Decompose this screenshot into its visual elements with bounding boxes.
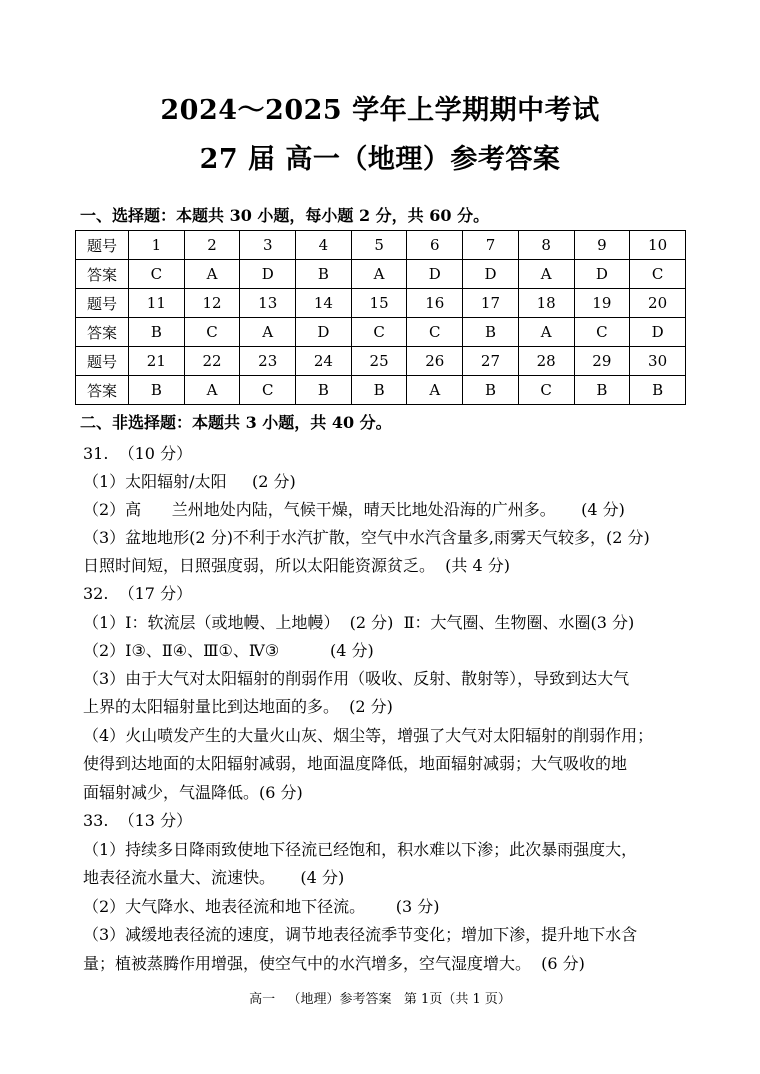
answer-cell: A <box>184 376 240 405</box>
q33-heading: 33. （13 分） <box>83 811 193 830</box>
row-label-answer: 答案 <box>76 318 129 347</box>
question-number: 4 <box>296 231 352 260</box>
answer-cell: D <box>630 318 686 347</box>
answer-cell: C <box>574 318 630 347</box>
answer-cell: C <box>351 318 407 347</box>
answer-cell: C <box>407 318 463 347</box>
question-number: 23 <box>240 347 296 376</box>
question-number: 7 <box>463 231 519 260</box>
question-number: 20 <box>630 289 686 318</box>
q32-part4-cont: 使得到达地面的太阳辐射减弱，地面温度降低，地面辐射减弱；大气吸收的地 <box>83 754 628 773</box>
question-number: 2 <box>184 231 240 260</box>
q31-part2: （2）高 兰州地处内陆，气候干燥，晴天比地处沿海的广州多。 (4 分) <box>83 500 625 519</box>
question-number: 8 <box>518 231 574 260</box>
question-number: 6 <box>407 231 463 260</box>
answer-cell: A <box>240 318 296 347</box>
answer-cell: A <box>407 376 463 405</box>
answer-cell: C <box>240 376 296 405</box>
row-label-question: 题号 <box>76 347 129 376</box>
q32-part1: （1）Ⅰ：软流层（或地幔、上地幔） (2 分) Ⅱ：大气圈、生物圈、水圈(3 分) <box>83 613 635 632</box>
question-number: 26 <box>407 347 463 376</box>
question-number-row <box>76 347 686 376</box>
question-number: 5 <box>351 231 407 260</box>
answer-cell: A <box>518 318 574 347</box>
question-number-row <box>76 289 686 318</box>
answer-row <box>76 260 686 289</box>
answer-row <box>76 376 686 405</box>
answer-cell: B <box>296 376 352 405</box>
row-label-question: 题号 <box>76 231 129 260</box>
question-number: 29 <box>574 347 630 376</box>
answer-cell: A <box>351 260 407 289</box>
answer-cell: A <box>518 260 574 289</box>
question-number: 11 <box>129 289 185 318</box>
answer-cell: D <box>240 260 296 289</box>
q32-part2: （2）Ⅰ③、Ⅱ④、Ⅲ①、Ⅳ③ (4 分) <box>83 641 374 660</box>
answer-cell: B <box>129 318 185 347</box>
q31-part1: （1）太阳辐射/太阳 (2 分) <box>83 472 296 491</box>
question-number: 24 <box>296 347 352 376</box>
answer-row <box>76 318 686 347</box>
answer-key-title: 27 届 高一（地理）参考答案 <box>199 144 561 175</box>
q31-part3: （3）盆地地形(2 分)不利于水汽扩散，空气中水汽含量多,雨雾天气较多，(2 分) <box>83 528 650 547</box>
answer-cell: B <box>463 376 519 405</box>
q33-part2: （2）大气降水、地表径流和地下径流。 (3 分) <box>83 897 440 916</box>
q33-part1-cont: 地表径流水量大、流速快。 (4 分) <box>83 868 345 887</box>
exam-title: 2024～2025 学年上学期期中考试 <box>160 95 600 126</box>
question-number: 10 <box>630 231 686 260</box>
question-number: 18 <box>518 289 574 318</box>
q31-heading: 31. （10 分） <box>83 444 193 463</box>
question-number: 9 <box>574 231 630 260</box>
answer-table <box>75 230 686 405</box>
answer-cell: B <box>630 376 686 405</box>
q33-part1: （1）持续多日降雨致使地下径流已经饱和，积水难以下渗；此次暴雨强度大， <box>83 840 638 859</box>
answer-cell: C <box>630 260 686 289</box>
question-number: 27 <box>463 347 519 376</box>
answer-cell: D <box>407 260 463 289</box>
answer-cell: D <box>463 260 519 289</box>
question-number: 14 <box>296 289 352 318</box>
question-number: 28 <box>518 347 574 376</box>
q32-part3-cont: 上界的太阳辐射量比到达地面的多。 (2 分) <box>83 697 393 716</box>
row-label-answer: 答案 <box>76 376 129 405</box>
question-number: 22 <box>184 347 240 376</box>
q33-part3-cont: 量；植被蒸腾作用增强，使空气中的水汽增多，空气湿度增大。 (6 分) <box>83 954 585 973</box>
answer-cell: B <box>463 318 519 347</box>
page-footer: 高一 （地理）参考答案 第 1页（共 1 页） <box>249 992 511 1007</box>
question-number: 30 <box>630 347 686 376</box>
question-number: 21 <box>129 347 185 376</box>
answer-cell: C <box>184 318 240 347</box>
section-choice-heading: 一、选择题：本题共 30 小题，每小题 2 分，共 60 分。 <box>80 206 490 225</box>
row-label-answer: 答案 <box>76 260 129 289</box>
question-number: 17 <box>463 289 519 318</box>
row-label-question: 题号 <box>76 289 129 318</box>
answer-cell: A <box>184 260 240 289</box>
answer-cell: B <box>129 376 185 405</box>
question-number: 16 <box>407 289 463 318</box>
q33-part3: （3）减缓地表径流的速度，调节地表径流季节变化；增加下渗，提升地下水含 <box>83 925 638 944</box>
question-number: 3 <box>240 231 296 260</box>
section-nonchoice-heading: 二、非选择题：本题共 3 小题，共 40 分。 <box>80 413 392 432</box>
question-number: 15 <box>351 289 407 318</box>
q32-heading: 32. （17 分） <box>83 584 193 603</box>
question-number-row <box>76 231 686 260</box>
q32-part3: （3）由于大气对太阳辐射的削弱作用（吸收、反射、散射等），导致到达大气 <box>83 669 630 688</box>
question-number: 25 <box>351 347 407 376</box>
question-number: 1 <box>129 231 185 260</box>
answer-cell: B <box>351 376 407 405</box>
q32-part4: （4）火山喷发产生的大量火山灰、烟尘等，增强了大气对太阳辐射的削弱作用； <box>83 726 654 745</box>
answer-cell: B <box>296 260 352 289</box>
answer-cell: D <box>574 260 630 289</box>
question-number: 12 <box>184 289 240 318</box>
answer-cell: B <box>574 376 630 405</box>
answer-cell: D <box>296 318 352 347</box>
answer-cell: C <box>129 260 185 289</box>
question-number: 19 <box>574 289 630 318</box>
question-number: 13 <box>240 289 296 318</box>
q31-part3-cont: 日照时间短，日照强度弱，所以太阳能资源贫乏。 (共 4 分) <box>83 556 511 575</box>
q32-part4-cont2: 面辐射减少，气温降低。(6 分) <box>83 783 303 802</box>
answer-cell: C <box>518 376 574 405</box>
